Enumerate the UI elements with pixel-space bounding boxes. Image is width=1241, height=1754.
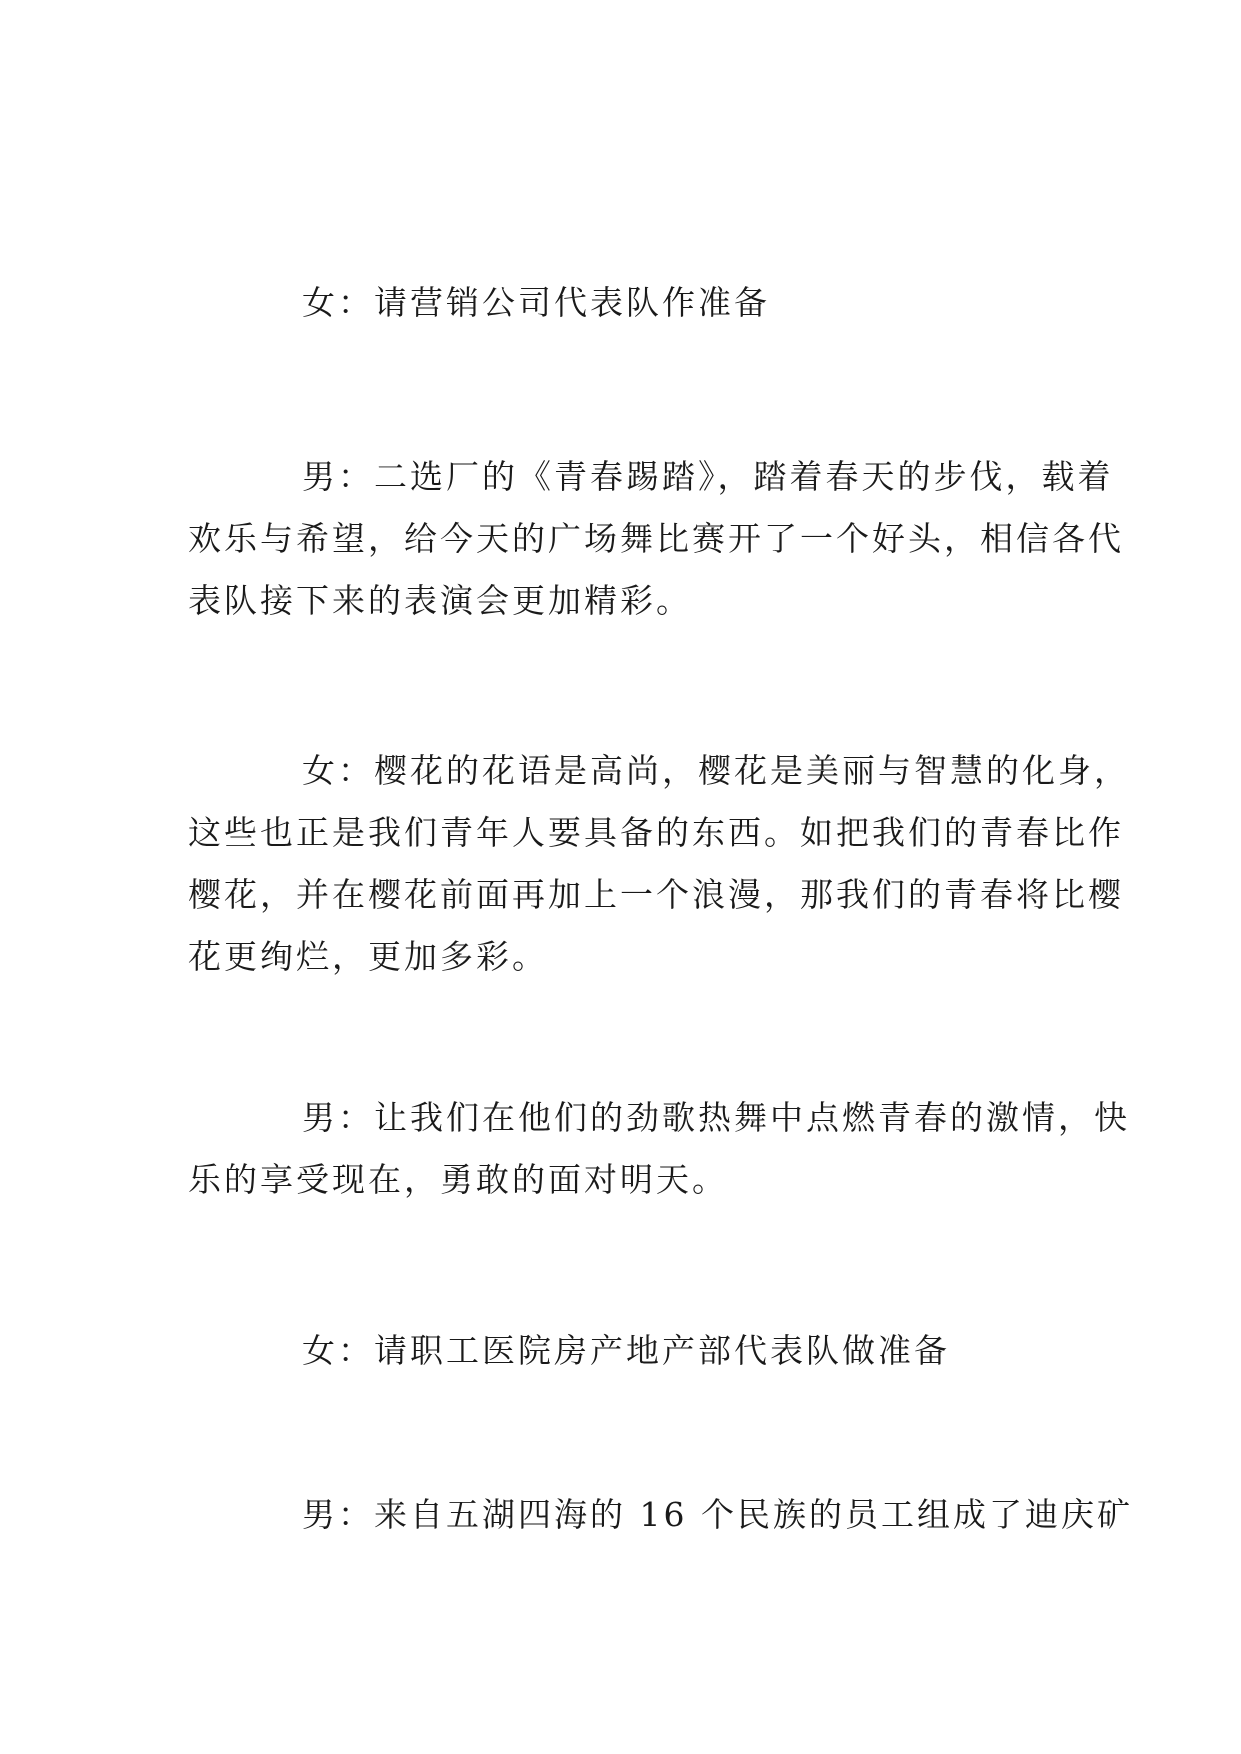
text-line: 乐的享受现在，勇敢的面对明天。: [188, 1160, 728, 1199]
paragraph-male-host-2: [188, 1087, 1130, 1211]
paragraph-female-host-2: [188, 740, 1130, 988]
text-line: 女：樱花的花语是高尚，樱花是美丽与智慧的化身，: [302, 751, 1130, 790]
paragraph-male-host-1: [188, 446, 1124, 632]
paragraph-male-host-3: [188, 1484, 1133, 1546]
text-line: 女：请职工医院房产地产部代表队做准备: [302, 1331, 950, 1370]
text-line: 女：请营销公司代表队作准备: [302, 283, 770, 322]
text-line: 这些也正是我们青年人要具备的东西。如把我们的青春比作: [188, 813, 1124, 852]
text-line: 男：二选厂的《青春踢踏》，踏着春天的步伐，载着: [302, 457, 1114, 496]
paragraph-female-host-1: [188, 272, 1058, 334]
text-line: 樱花，并在樱花前面再加上一个浪漫，那我们的青春将比樱: [188, 875, 1124, 914]
text-line: 男：来自五湖四海的 16 个民族的员工组成了迪庆矿: [302, 1495, 1133, 1534]
text-line: 男：让我们在他们的劲歌热舞中点燃青春的激情，快: [302, 1098, 1130, 1137]
text-line: 欢乐与希望，给今天的广场舞比赛开了一个好头，相信各代: [188, 519, 1124, 558]
paragraph-female-host-3: [188, 1320, 1058, 1382]
text-line: 表队接下来的表演会更加精彩。: [188, 581, 692, 620]
text-line: 花更绚烂，更加多彩。: [188, 937, 548, 976]
